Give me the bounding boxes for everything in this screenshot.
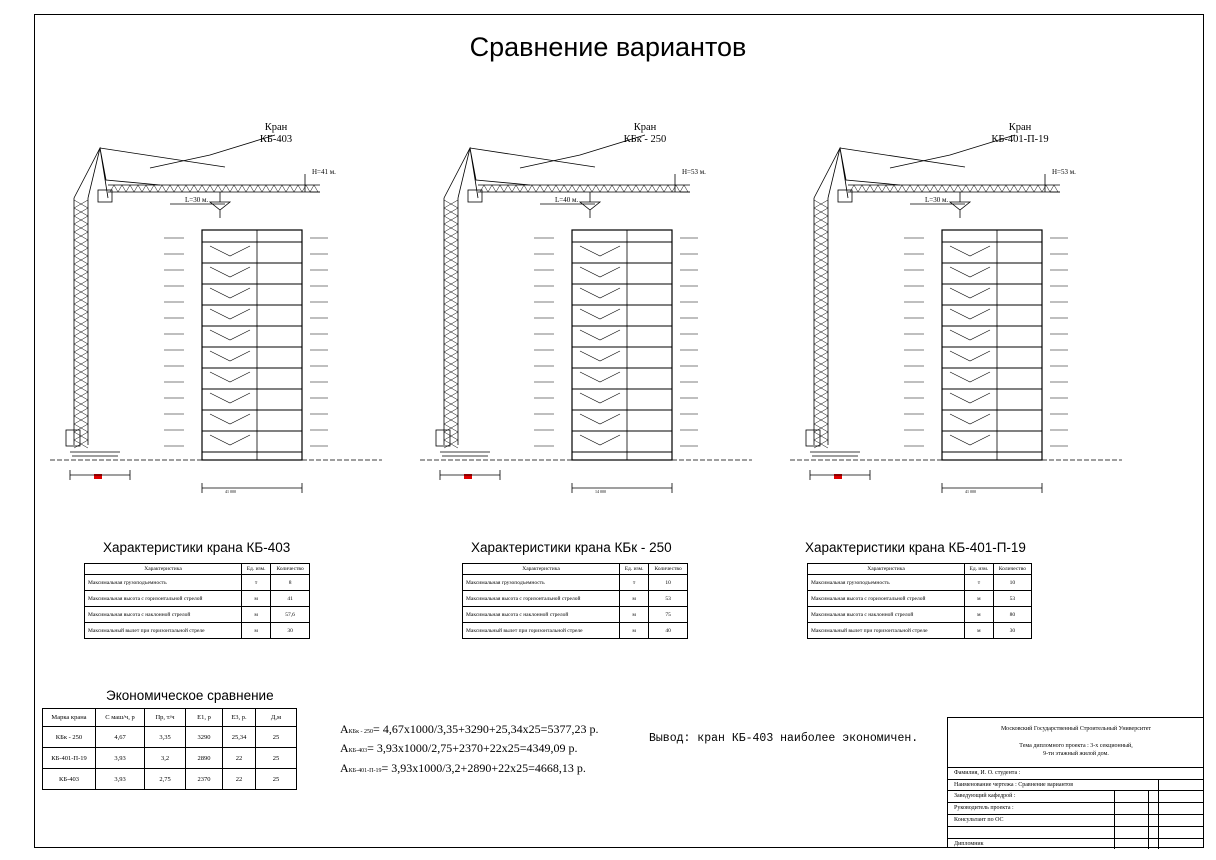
table-cell: м — [242, 607, 271, 623]
crane-drawing-2 — [420, 130, 740, 500]
crane-jib-lattice — [850, 185, 1058, 192]
table-header-row — [808, 564, 1032, 575]
table-row — [85, 591, 310, 607]
table-cell: Максимальная высота с горизонтальной стрелой — [463, 591, 620, 607]
stamp-student: Фамилия, И. О. студента : — [948, 767, 1204, 779]
table-cell: Максимальная высота с горизонтальной стрелой — [85, 591, 242, 607]
stamp-drawing: Наименование чертежа : Сравнение вариантов — [948, 779, 1204, 790]
table-cell: 2890 — [186, 748, 223, 769]
table-row — [808, 607, 1032, 623]
crane-label-top: Кран — [633, 122, 657, 133]
crane-hook — [210, 192, 230, 218]
crane-hook — [580, 192, 600, 218]
table-cell: 8 — [271, 575, 310, 591]
table-row — [43, 748, 297, 769]
formula-sub: КБ-403 — [348, 748, 368, 754]
label-leader — [520, 135, 645, 168]
crane-label-name: КБ-401-П-19 — [991, 134, 1049, 145]
stamp-divider — [1148, 790, 1149, 849]
table-row — [463, 575, 688, 591]
table-header-cell: Марка крана — [43, 709, 96, 727]
table-row — [808, 575, 1032, 591]
table-cell: 41 — [271, 591, 310, 607]
crane-label-name: КБ-403 — [259, 134, 293, 145]
table-cell: т — [242, 575, 271, 591]
crane-mast-lattice — [814, 200, 828, 448]
table-header-cell: Ед. изм. — [965, 564, 994, 575]
char-title-2: Характеристики крана КБк - 250 — [471, 540, 672, 555]
stair-flight — [580, 372, 620, 382]
table-cell: 25 — [256, 748, 297, 769]
crane-jib-lattice — [480, 185, 688, 192]
stair-flight — [950, 309, 990, 319]
stamp-blank-row — [948, 826, 1204, 838]
table-cell: 75 — [649, 607, 688, 623]
table-cell: м — [242, 623, 271, 639]
econ-table — [42, 708, 297, 790]
table-cell: КБ-403 — [43, 769, 96, 790]
table-row — [463, 607, 688, 623]
stair-flight — [210, 351, 250, 361]
table-cell: Максимальный вылет при горизонтальной стреле — [463, 623, 620, 639]
table-cell: 30 — [993, 623, 1031, 639]
crane-label-top: Кран — [264, 122, 288, 133]
formula-prefix: А — [340, 741, 349, 755]
stamp-university: Московский Государственный Строительный Университет — [1000, 726, 1151, 732]
char-table-2 — [462, 563, 688, 639]
crane-height-label: H=53 м. — [1052, 168, 1076, 176]
table-header-cell: Пр, т/ч — [145, 709, 186, 727]
crane-dim-label: 41 000 — [965, 489, 976, 494]
crane-hook — [950, 192, 970, 218]
stair-flight — [580, 435, 620, 445]
table-row — [808, 623, 1032, 639]
stair-flight — [210, 372, 250, 382]
stair-flight — [950, 414, 990, 424]
table-header-cell: Количество — [271, 564, 310, 575]
table-row — [43, 727, 297, 748]
table-row — [85, 575, 310, 591]
crane-label-name: КБк - 250 — [623, 134, 667, 145]
formula-1 — [340, 722, 598, 737]
building-section — [572, 230, 672, 460]
stair-flight — [580, 351, 620, 361]
table-header-cell: Ед. изм. — [620, 564, 649, 575]
stair-flight — [950, 267, 990, 277]
stair-flight — [950, 435, 990, 445]
table-cell: Максимальная грузоподъемность — [463, 575, 620, 591]
table-cell: 57,6 — [271, 607, 310, 623]
crane-height-label: H=53 м. — [682, 168, 706, 176]
table-header-row — [463, 564, 688, 575]
building-dimension — [942, 483, 1042, 493]
stair-flight — [950, 246, 990, 256]
formula-2 — [340, 741, 578, 756]
crane-mast-lattice — [74, 200, 88, 448]
crane-rail — [440, 452, 490, 456]
table-header-cell: Е3, р. — [223, 709, 256, 727]
stair-flight — [950, 372, 990, 382]
formula-text: = 3,93х1000/2,75+2370+22х25=4349,09 р. — [367, 741, 578, 755]
table-header-row — [85, 564, 310, 575]
formula-sub: КБ-401-П-19 — [348, 768, 382, 774]
table-cell: м — [242, 591, 271, 607]
stair-flight — [210, 288, 250, 298]
table-row — [808, 591, 1032, 607]
title-block — [947, 717, 1204, 848]
table-cell: 22 — [223, 769, 256, 790]
table-cell: 53 — [993, 591, 1031, 607]
crane-rail — [810, 452, 860, 456]
stair-flight — [210, 393, 250, 403]
stamp-divider — [1114, 790, 1115, 849]
stair-flight — [210, 309, 250, 319]
crane-drawing-3 — [790, 130, 1110, 500]
table-cell: 25 — [256, 769, 297, 790]
crane-pendant — [470, 148, 595, 167]
stamp-head: Заведующий кафедрой : — [948, 790, 1204, 802]
stair-flight — [950, 351, 990, 361]
formula-sub: КБк - 250 — [348, 729, 374, 735]
table-cell: КБ-401-П-19 — [43, 748, 96, 769]
table-cell: т — [965, 575, 994, 591]
page-title: Сравнение вариантов — [469, 32, 747, 62]
table-cell: Максимальная высота с горизонтальной стрелой — [808, 591, 965, 607]
table-header-cell: Д,м — [256, 709, 297, 727]
crane-drawing-1 — [50, 130, 370, 500]
formula-3 — [340, 761, 586, 776]
stair-flight — [210, 435, 250, 445]
table-cell: 3,35 — [145, 727, 186, 748]
table-cell: 10 — [993, 575, 1031, 591]
table-header-cell: Характеристика — [463, 564, 620, 575]
table-cell: м — [620, 591, 649, 607]
stair-flight — [580, 414, 620, 424]
crane-pendant — [100, 148, 225, 167]
building-dimension — [572, 483, 672, 493]
stair-flight — [580, 393, 620, 403]
table-cell: 80 — [993, 607, 1031, 623]
stair-flight — [580, 330, 620, 340]
stamp-divider — [1158, 779, 1159, 849]
table-header-cell: Количество — [649, 564, 688, 575]
table-header-cell: С маш/ч, р — [96, 709, 145, 727]
table-row — [85, 623, 310, 639]
table-cell: Максимальная высота с наклонной стрелой — [808, 607, 965, 623]
table-header-cell: Ед. изм. — [242, 564, 271, 575]
char-table-1 — [84, 563, 310, 639]
table-cell: Максимальная грузоподъемность — [808, 575, 965, 591]
stamp-project-1: Тема дипломного проекта : 3-х секционный, — [1019, 743, 1133, 749]
conclusion-text: Вывод: кран КБ-403 наиболее экономичен. — [649, 732, 919, 745]
stair-flight — [580, 267, 620, 277]
table-cell: 40 — [649, 623, 688, 639]
stair-flight — [210, 414, 250, 424]
table-cell: 2370 — [186, 769, 223, 790]
table-cell: 53 — [649, 591, 688, 607]
table-cell: Максимальная высота с наклонной стрелой — [85, 607, 242, 623]
building-section — [942, 230, 1042, 460]
crane-dim-label: 14 000 — [595, 489, 606, 494]
table-cell: 10 — [649, 575, 688, 591]
char-title-1: Характеристики крана КБ-403 — [103, 540, 291, 555]
stair-flight — [580, 246, 620, 256]
crane-rail — [70, 452, 120, 456]
stair-flight — [210, 246, 250, 256]
table-cell: 30 — [271, 623, 310, 639]
table-header-cell: Характеристика — [808, 564, 965, 575]
table-cell: м — [620, 623, 649, 639]
table-cell: Максимальная грузоподъемность — [85, 575, 242, 591]
table-row — [463, 591, 688, 607]
table-cell: м — [965, 607, 994, 623]
building-section — [202, 230, 302, 460]
stair-flight — [950, 330, 990, 340]
table-row — [85, 607, 310, 623]
crane-reach-label: L=30 м. — [185, 196, 209, 204]
crane-reach-label: L=30 м. — [925, 196, 949, 204]
stamp-supervisor: Руководитель проекта : — [948, 802, 1204, 814]
char-table-3 — [807, 563, 1032, 639]
stair-flight — [210, 267, 250, 277]
formula-prefix: А — [340, 722, 349, 736]
table-row — [463, 623, 688, 639]
table-cell: 3290 — [186, 727, 223, 748]
table-cell: 25 — [256, 727, 297, 748]
crane-height-label: H=41 м. — [312, 168, 336, 176]
stair-flight — [950, 393, 990, 403]
crane-label-top: Кран — [1008, 122, 1032, 133]
crane-pendant — [840, 148, 965, 167]
table-cell: м — [620, 607, 649, 623]
table-cell: 4,67 — [96, 727, 145, 748]
econ-title: Экономическое сравнение — [106, 688, 274, 703]
crane-dim-label: 41 000 — [225, 489, 236, 494]
char-title-3: Характеристики крана КБ-401-П-19 — [805, 540, 1026, 555]
table-cell: м — [965, 623, 994, 639]
stair-flight — [580, 309, 620, 319]
table-cell: 25,34 — [223, 727, 256, 748]
crane-mast-lattice — [444, 200, 458, 448]
table-cell: Максимальный вылет при горизонтальной стреле — [808, 623, 965, 639]
table-cell: Максимальный вылет при горизонтальной стреле — [85, 623, 242, 639]
table-header-cell: Количество — [993, 564, 1031, 575]
table-cell: 22 — [223, 748, 256, 769]
table-cell: т — [620, 575, 649, 591]
table-cell: КБк - 250 — [43, 727, 96, 748]
formula-text: = 3,93х1000/3,2+2890+22х25=4668,13 р. — [381, 761, 586, 775]
table-header-cell: Характеристика — [85, 564, 242, 575]
table-cell: м — [965, 591, 994, 607]
stamp-consultant: Консультант по ОС — [948, 814, 1204, 826]
label-leader — [150, 135, 275, 168]
formula-text: = 4,67х1000/3,35+3290+25,34х25=5377,23 р. — [373, 722, 599, 736]
formula-prefix: А — [340, 761, 349, 775]
stair-flight — [950, 288, 990, 298]
crane-jib-lattice — [110, 185, 318, 192]
table-cell: 2,75 — [145, 769, 186, 790]
crane-reach-label: L=40 м. — [555, 196, 579, 204]
stair-flight — [580, 288, 620, 298]
stamp-diploma: Дипломник — [948, 838, 1204, 849]
table-cell: 3,2 — [145, 748, 186, 769]
table-row — [43, 769, 297, 790]
table-cell: Максимальная высота с наклонной стрелой — [463, 607, 620, 623]
table-cell: 3,93 — [96, 748, 145, 769]
building-dimension — [202, 483, 302, 493]
stamp-project-2: 9-ти этажный жилой дом. — [1043, 751, 1109, 757]
label-leader — [890, 135, 1015, 168]
table-header-cell: Е1, р — [186, 709, 223, 727]
stair-flight — [210, 330, 250, 340]
table-header-row — [43, 709, 297, 727]
table-cell: 3,93 — [96, 769, 145, 790]
